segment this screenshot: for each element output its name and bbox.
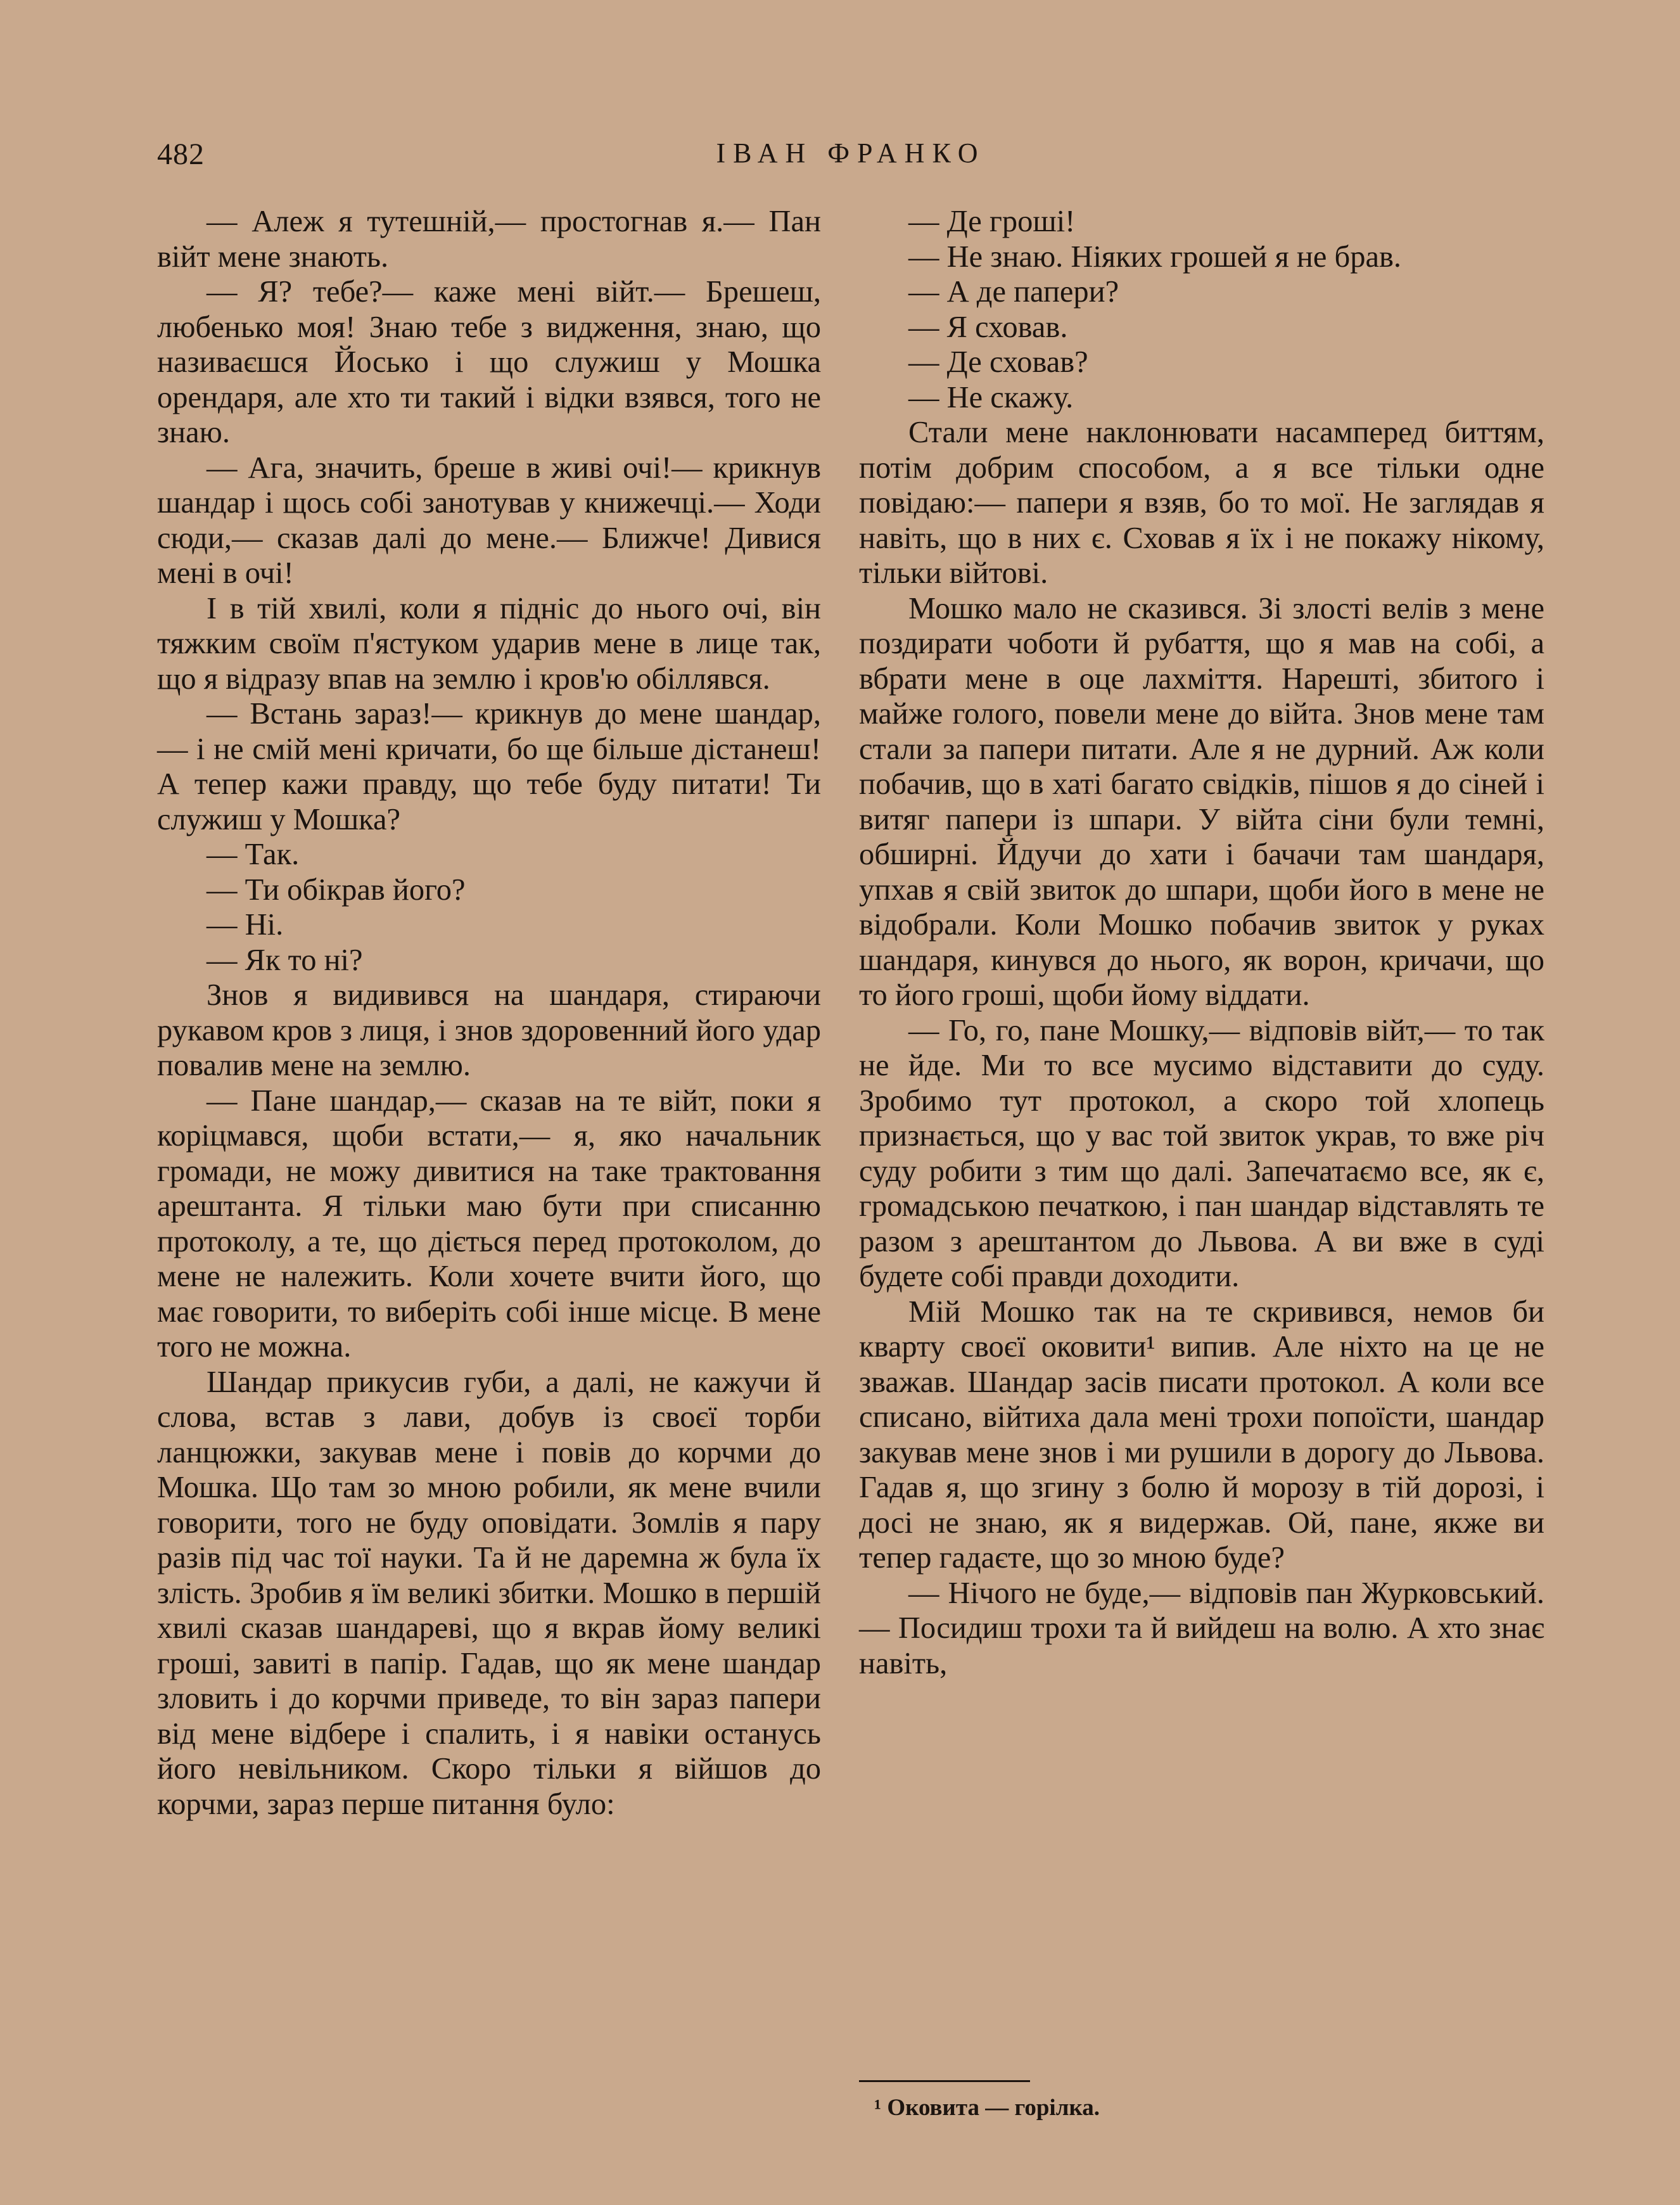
paragraph: — Так. xyxy=(207,838,300,871)
paragraph: — Я сховав. xyxy=(908,310,1068,344)
paragraph: І в тій хвилі, коли я підніс до нього очі, він тяжким своїм п'ястуком ударив мене в лице так, що я відразу впав на землю і кров'ю обіллявся. xyxy=(157,591,821,696)
paragraph: — Не скажу. xyxy=(908,380,1074,414)
paragraph: — Де сховав? xyxy=(908,345,1088,379)
paragraph: Стали мене наклонювати насамперед биттям, потім добрим способом, а я все тільки одне повідаю:— папери я взяв, бо то мої. Не заглядав я навіть, що в них є. Сховав я їх і не покажу нікому, тільки війтові. xyxy=(859,416,1544,590)
left-text-column xyxy=(157,204,821,1822)
running-title: ІВАН ФРАНКО xyxy=(716,137,986,169)
paragraph: — Ні. xyxy=(207,908,284,942)
paragraph: — Ти обікрав його? xyxy=(207,872,466,907)
paragraph: — Алеж я тутешній,— простогнав я.— Пан війт мене знають. xyxy=(157,205,821,274)
paragraph: — Не знаю. Ніяких грошей я не брав. xyxy=(908,240,1401,274)
paragraph: — А де папери? xyxy=(908,275,1119,309)
paragraph: — Ага, значить, бреше в живі очі!— крикнув шандар і щось собі занотував у книжечці.— Ходи сюди,— сказав далі до мене.— Ближче! Дивися мені в очі! xyxy=(157,451,821,590)
page-header xyxy=(157,127,1544,184)
paragraph: Шандар прикусив губи, а далі, не кажучи й слова, встав з лави, добув із своєї торби ланцюжки, закував мене і повів до корчми до Мошка. Що там зо мною робили, як мене вчили говорити, того не буду оповідати. Зомлів я пару разів під час тої науки. Та й не даремна ж була їх злість. Зробив я їм великі збитки. Мошко в першій хвилі сказав шандареві, що я вкрав йому великі гроші, завиті в папір. Гадав, що як мене шандар зловить і до корчми приведе, то він зараз папери від мене відбере і спалить, і я навіки останусь його невільником. Скоро тільки я війшов до корчми, зараз перше питання було: xyxy=(157,1365,821,1821)
right-text-column xyxy=(859,204,1544,1681)
paragraph: — Я? тебе?— каже мені війт.— Брешеш, любенько моя! Знаю тебе з видження, знаю, що називаєшся Йосько і що служиш у Мошка орендаря, але хто ти такий і відки взявся, того не знаю. xyxy=(157,275,821,449)
paragraph: Знов я видивився на шандаря, стираючи рукавом кров з лиця, і знов здоровенний його удар повалив мене на землю. xyxy=(157,978,821,1082)
paragraph: Мій Мошко так на те скривився, немов би кварту своєї оковити¹ випив. Але ніхто на це не зважав. Шандар засів писати протокол. А коли все списано, війтиха дала мені трохи попоїсти, шандар закував мене знов і ми рушили в дорогу до Львова. Гадав я, що згину з болю й морозу в тій дорозі, і досі не знаю, як я видержав. Ой, пане, якже ви тепер гадаєте, що зо мною буде? xyxy=(859,1294,1544,1575)
paragraph: — Де гроші! xyxy=(908,205,1076,238)
page-number: 482 xyxy=(157,137,205,171)
footnote: ¹ Оковита — горілка. xyxy=(874,2095,1100,2121)
paragraph: — Го, го, пане Мошку,— відповів війт,— то так не йде. Ми то все мусимо відставити до суду. Зробимо тут протокол, а скоро той хлопець признається, що у вас той звиток украв, то вже річ суду робити з тим що далі. Запечатаємо все, як є, громадською печаткою, і пан шандар відставлять те разом з арештантом до Львова. А ви вже в суді будете собі правди доходити. xyxy=(859,1013,1544,1293)
paragraph: — Як то ні? xyxy=(207,943,363,977)
paragraph: — Нічого не буде,— відповів пан Журковський.— Посидиш трохи та й вийдеш на волю. А хто знає навіть, xyxy=(859,1576,1544,1680)
paragraph: Мошко мало не сказився. Зі злості велів з мене поздирати чоботи й рубаття, що я мав на собі, а вбрати мене в оце лахміття. Нарешті, збитого і майже голого, повели мене до війта. Знов мене там стали за папери питати. Але я не дурний. Аж коли побачив, що в хаті багато свідків, пішов я до сіней і витяг папери із шпари. У війта сіни були темні, обширні. Йдучи до хати і бачачи там шандаря, упхав я свій звиток до шпари, щоби його в мене не відобрали. Коли Мошко побачив звиток у руках шандаря, кинувся до нього, як ворон, кричачи, що то його гроші, щоби йому віддати. xyxy=(859,591,1544,1012)
footnote-divider xyxy=(859,2080,1030,2082)
paragraph: — Встань зараз!— крикнув до мене шандар,— і не смій мені кричати, бо ще більше дістанеш! А тепер кажи правду, що тебе буду питати! Ти служиш у Мошка? xyxy=(157,697,821,836)
paragraph: — Пане шандар,— сказав на те війт, поки я коріцмався, щоби встати,— я, яко начальник громади, не можу дивитися на таке трактовання арештанта. Я тільки маю бути при списанню протоколу, а те, що діється перед протоколом, до мене не належить. Коли хочете вчити його, що має говорити, то виберіть собі інше місце. В мене того не можна. xyxy=(157,1083,821,1364)
